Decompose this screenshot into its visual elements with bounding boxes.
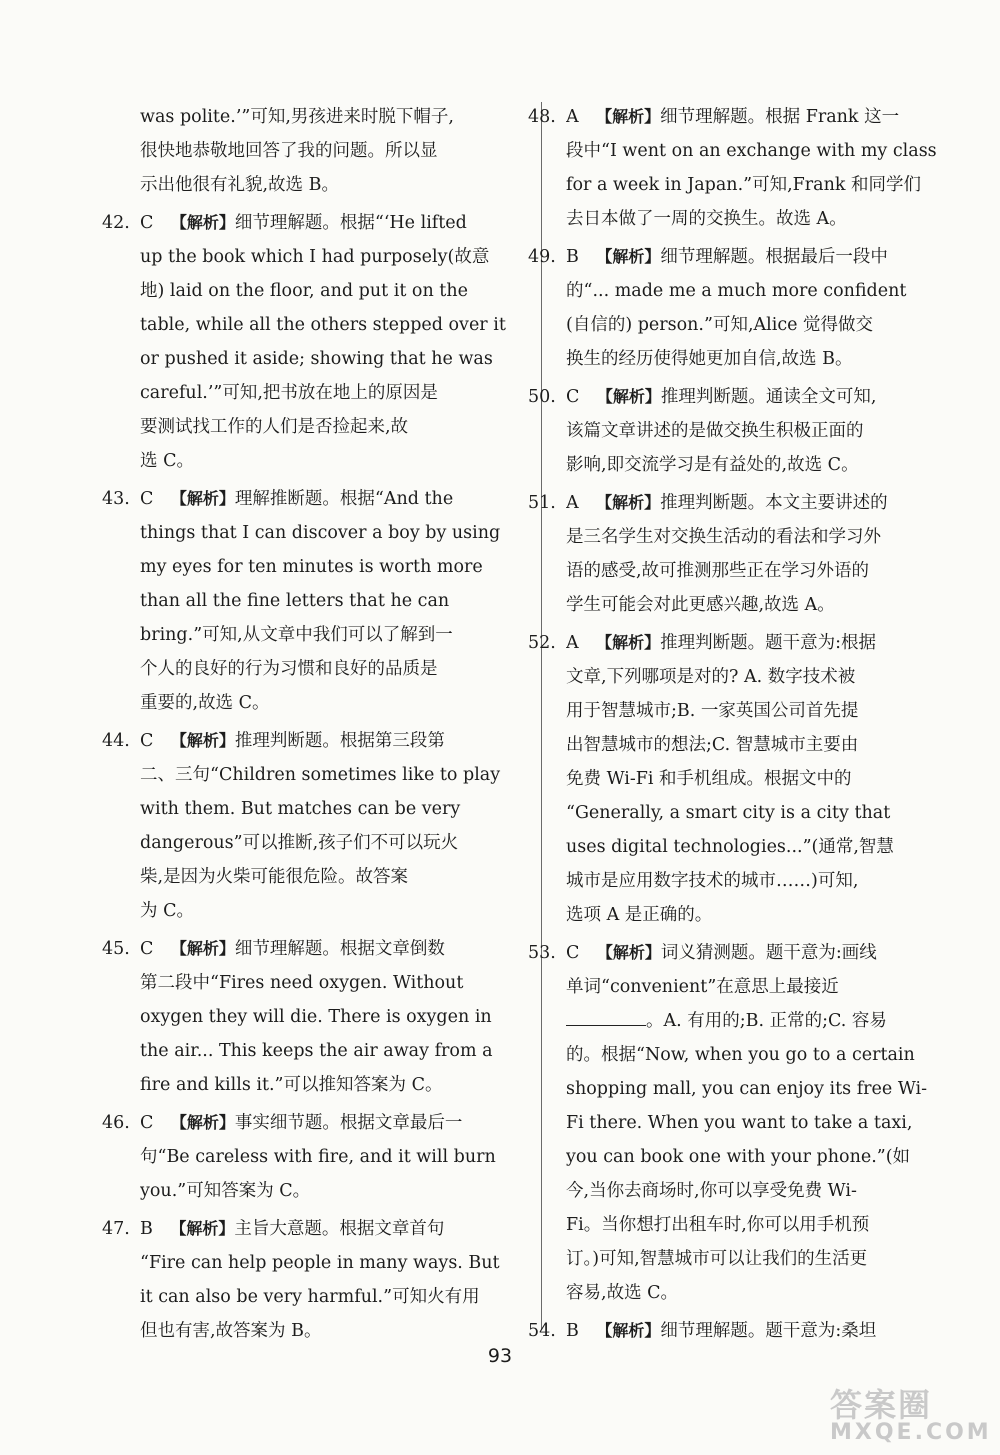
text-line: [140, 482, 516, 516]
text-line: [566, 1106, 962, 1140]
line-text: table, while all the others stepped over it: [140, 315, 506, 335]
line-text: 主旨大意题。根据文章首句: [234, 1219, 445, 1239]
line-text: 容易,故选 C。: [566, 1283, 679, 1303]
text-line: [566, 1242, 962, 1276]
text-line: [566, 864, 962, 898]
line-text: for a week in Japan.”可知,Frank 和同学们: [566, 175, 922, 195]
analysis-tag: 【解析】: [596, 1321, 661, 1340]
answer-entry: [102, 1106, 516, 1208]
line-text: you.”可知答案为 C。: [140, 1181, 311, 1201]
answer-entry: [528, 936, 962, 1310]
line-text: 推理判断题。本文主要讲述的: [660, 493, 888, 513]
text-line: [140, 1212, 516, 1246]
text-line: [140, 206, 516, 240]
text-line: [140, 376, 516, 410]
text-line: [140, 444, 516, 478]
answer-letter: B: [566, 1321, 579, 1341]
text-line: [140, 410, 516, 444]
text-line: [140, 894, 516, 928]
analysis-tag: 【解析】: [170, 1113, 235, 1132]
answer-entry: [528, 100, 962, 236]
analysis-tag: 【解析】: [170, 939, 235, 958]
line-text: bring.”可知,从文章中我们可以了解到一: [140, 625, 453, 645]
line-text: with them. But matches can be very: [140, 799, 461, 819]
text-line: [140, 550, 516, 584]
line-text: (自信的) person.”可知,Alice 觉得做交: [566, 315, 874, 335]
text-line: [566, 728, 962, 762]
fill-blank: [566, 1005, 646, 1026]
text-line: [566, 520, 962, 554]
text-line: [566, 168, 962, 202]
text-line: [566, 898, 962, 932]
line-text: 语的感受,故可推测那些正在学习外语的: [566, 561, 870, 581]
line-text: 今,当你去商场时,你可以享受免费 Wi-: [566, 1181, 857, 1201]
answer-letter: C: [140, 1113, 154, 1133]
text-line: [566, 796, 962, 830]
analysis-tag: 【解析】: [170, 1219, 235, 1238]
answer-letter: C: [140, 939, 154, 959]
line-text: things that I can discover a boy by using: [140, 523, 501, 543]
line-text: my eyes for ten minutes is worth more: [140, 557, 483, 577]
text-line: [566, 1174, 962, 1208]
answer-letter: C: [140, 213, 154, 233]
answer-entry: [102, 724, 516, 928]
line-text: 出智慧城市的想法;C. 智慧城市主要由: [566, 735, 859, 755]
answer-letter: B: [140, 1219, 153, 1239]
question-number: 48.: [528, 107, 556, 127]
watermark-line1: 答案圈: [830, 1386, 933, 1424]
line-text: or pushed it aside; showing that he was: [140, 349, 493, 369]
question-number: 52.: [528, 633, 556, 653]
line-text: 是三名学生对交换生活动的看法和学习外: [566, 527, 881, 547]
left-column: [102, 100, 516, 1352]
line-text: 柴,是因为火柴可能很危险。故答案: [140, 867, 409, 887]
line-text: 推理判断题。通读全文可知,: [660, 387, 877, 407]
line-text: 很快地恭敬地回答了我的问题。所以显: [140, 141, 438, 161]
watermark-logo: [830, 1380, 990, 1450]
answer-letter: A: [566, 493, 579, 513]
line-text: Fi there. When you want to take a taxi,: [566, 1113, 913, 1133]
text-line: [140, 1034, 516, 1068]
text-line: [140, 966, 516, 1000]
line-text: 第二段中“Fires need oxygen. Without: [140, 973, 464, 993]
text-line: [140, 308, 516, 342]
line-text: 细节理解题。根据“‘He lifted: [234, 213, 467, 233]
text-line: [566, 380, 962, 414]
answer-entry: [102, 482, 516, 720]
line-text: you can book one with your phone.”(如: [566, 1147, 911, 1167]
answer-letter: B: [566, 247, 579, 267]
text-line: [566, 134, 962, 168]
text-line: [140, 1000, 516, 1034]
watermark-line2: MXQE.COM: [830, 1420, 992, 1445]
analysis-tag: 【解析】: [170, 213, 235, 232]
question-number: 42.: [102, 213, 130, 233]
question-number: 44.: [102, 731, 130, 751]
text-line: [566, 660, 962, 694]
line-text: “Generally, a smart city is a city that: [566, 803, 891, 823]
line-text: 该篇文章讲述的是做交换生积极正面的: [566, 421, 864, 441]
line-text: 单词“convenient”在意思上最接近: [566, 977, 839, 997]
text-line: [566, 100, 962, 134]
right-column: [528, 100, 962, 1352]
answer-entry: [102, 932, 516, 1102]
text-line: [566, 1276, 962, 1310]
text-line: [566, 342, 962, 376]
analysis-tag: 【解析】: [596, 943, 661, 962]
line-text: 示出他很有礼貌,故选 B。: [140, 175, 339, 195]
line-text: Fi。当你想打出租车时,你可以用手机预: [566, 1215, 870, 1235]
text-line: [566, 202, 962, 236]
line-text: 细节理解题。根据 Frank 这一: [660, 107, 900, 127]
line-text: 词义猜测题。题干意为:画线: [660, 943, 877, 963]
answer-letter: A: [566, 633, 579, 653]
text-line: [566, 830, 962, 864]
text-line: [566, 486, 962, 520]
text-line: [140, 618, 516, 652]
line-text: 去日本做了一周的交换生。故选 A。: [566, 209, 847, 229]
text-line: [566, 308, 962, 342]
text-line: [566, 414, 962, 448]
answer-entry: [140, 100, 516, 202]
text-line: [140, 516, 516, 550]
text-line: [140, 860, 516, 894]
line-text: 选项 A 是正确的。: [566, 905, 713, 925]
text-line: [140, 792, 516, 826]
line-text: 订。)可知,智慧城市可以让我们的生活更: [566, 1249, 868, 1269]
line-text: 地) laid on the floor, and put it on the: [140, 281, 468, 301]
question-number: 49.: [528, 247, 556, 267]
line-text: 城市是应用数字技术的城市……)可知,: [566, 871, 859, 891]
analysis-tag: 【解析】: [170, 731, 235, 750]
line-text: 细节理解题。根据文章倒数: [234, 939, 445, 959]
line-text: oxygen they will die. There is oxygen in: [140, 1007, 492, 1027]
answer-letter: C: [566, 387, 580, 407]
analysis-tag: 【解析】: [596, 247, 661, 266]
text-line: [566, 936, 962, 970]
text-line: [566, 588, 962, 622]
text-line: [140, 1314, 516, 1348]
question-number: 50.: [528, 387, 556, 407]
question-number: 54.: [528, 1321, 556, 1341]
text-line: [140, 758, 516, 792]
answer-entry: [528, 486, 962, 622]
question-number: 46.: [102, 1113, 130, 1133]
line-text: 但也有害,故答案为 B。: [140, 1321, 322, 1341]
line-text: 段中“I went on an exchange with my class: [566, 141, 937, 161]
text-line: [140, 134, 516, 168]
text-line: [566, 1208, 962, 1242]
answer-letter: C: [140, 731, 154, 751]
line-text: 要测试找工作的人们是否捡起来,故: [140, 417, 409, 437]
line-text: 细节理解题。根据最后一段中: [660, 247, 888, 267]
line-text: “Fire can help people in many ways. But: [140, 1253, 500, 1273]
line-text: the air... This keeps the air away from a: [140, 1041, 493, 1061]
line-text: 免费 Wi-Fi 和手机组成。根据文中的: [566, 769, 852, 789]
line-text: 事实细节题。根据文章最后一: [234, 1113, 463, 1133]
question-number: 43.: [102, 489, 130, 509]
line-text: than all the fine letters that he can: [140, 591, 450, 611]
line-text: 二、三句“Children sometimes like to play: [140, 765, 501, 785]
page-number: 93: [487, 1345, 513, 1367]
analysis-tag: 【解析】: [596, 107, 661, 126]
line-text: uses digital technologies...”(通常,智慧: [566, 837, 894, 857]
line-text: 细节理解题。题干意为:桑坦: [660, 1321, 877, 1341]
text-line: [140, 826, 516, 860]
text-line: [140, 1280, 516, 1314]
question-number: 47.: [102, 1219, 130, 1239]
line-text: shopping mall, you can enjoy its free Wi-: [566, 1079, 928, 1099]
line-text: was polite.’”可知,男孩进来时脱下帽子,: [140, 107, 454, 127]
answer-entry: [102, 1212, 516, 1348]
line-text: up the book which I had purposely(故意: [140, 247, 490, 267]
question-number: 53.: [528, 943, 556, 963]
answer-entry: [528, 240, 962, 376]
line-text: 用于智慧城市;B. 一家英国公司首先提: [566, 701, 859, 721]
text-line: [566, 762, 962, 796]
text-line: [566, 1004, 962, 1038]
answer-entry: [528, 1314, 962, 1348]
line-text: 的。根据“Now, when you go to a certain: [566, 1045, 915, 1065]
line-text: 推理判断题。题干意为:根据: [660, 633, 877, 653]
answer-letter: C: [566, 943, 580, 963]
text-line: [566, 240, 962, 274]
text-line: [566, 970, 962, 1004]
text-line: [140, 932, 516, 966]
line-text: 换生的经历使得她更加自信,故选 B。: [566, 349, 853, 369]
text-line: [566, 694, 962, 728]
text-line: [566, 274, 962, 308]
analysis-tag: 【解析】: [596, 387, 661, 406]
line-text: 的“... made me a much more confident: [566, 281, 907, 301]
answer-letter: A: [566, 107, 579, 127]
text-line: [140, 1106, 516, 1140]
text-line: [140, 724, 516, 758]
text-line: [566, 1314, 962, 1348]
line-text: 重要的,故选 C。: [140, 693, 270, 713]
text-line: [140, 1140, 516, 1174]
answer-letter: C: [140, 489, 154, 509]
line-text: 为 C。: [140, 901, 194, 921]
line-text: dangerous”可以推断,孩子们不可以玩火: [140, 833, 459, 853]
line-text: 推理判断题。根据第三段第: [234, 731, 445, 751]
text-line: [566, 1072, 962, 1106]
text-line: [140, 1174, 516, 1208]
answer-entry: [528, 380, 962, 482]
line-text: 学生可能会对此更感兴趣,故选 A。: [566, 595, 835, 615]
text-line: [140, 342, 516, 376]
text-line: [140, 240, 516, 274]
text-line: [566, 448, 962, 482]
question-number: 45.: [102, 939, 130, 959]
line-text: it can also be very harmful.”可知火有用: [140, 1287, 480, 1307]
line-text: 理解推断题。根据“And the: [234, 489, 454, 509]
analysis-tag: 【解析】: [170, 489, 235, 508]
answer-entry: [102, 206, 516, 478]
column-divider: [541, 102, 542, 1330]
line-text: 文章,下列哪项是对的? A. 数字技术被: [566, 667, 856, 687]
text-line: [140, 100, 516, 134]
text-line: [566, 1140, 962, 1174]
text-line: [566, 626, 962, 660]
line-text: 影响,即交流学习是有益处的,故选 C。: [566, 455, 859, 475]
text-line: [566, 1038, 962, 1072]
line-text: careful.’”可知,把书放在地上的原因是: [140, 383, 438, 403]
text-line: [566, 554, 962, 588]
line-text: 句“Be careless with fire, and it will burn: [140, 1147, 496, 1167]
answer-entry: [528, 626, 962, 932]
text-line: [140, 274, 516, 308]
text-line: [140, 686, 516, 720]
question-number: 51.: [528, 493, 556, 513]
line-text: fire and kills it.”可以推知答案为 C。: [140, 1075, 443, 1095]
text-line: [140, 584, 516, 618]
analysis-tag: 【解析】: [596, 493, 661, 512]
analysis-tag: 【解析】: [596, 633, 661, 652]
text-line: [140, 652, 516, 686]
line-text: 个人的良好的行为习惯和良好的品质是: [140, 659, 438, 679]
line-text: 。A. 有用的;B. 正常的;C. 容易: [646, 1011, 887, 1031]
line-text: 选 C。: [140, 451, 194, 471]
text-line: [140, 1246, 516, 1280]
text-line: [140, 168, 516, 202]
text-line: [140, 1068, 516, 1102]
